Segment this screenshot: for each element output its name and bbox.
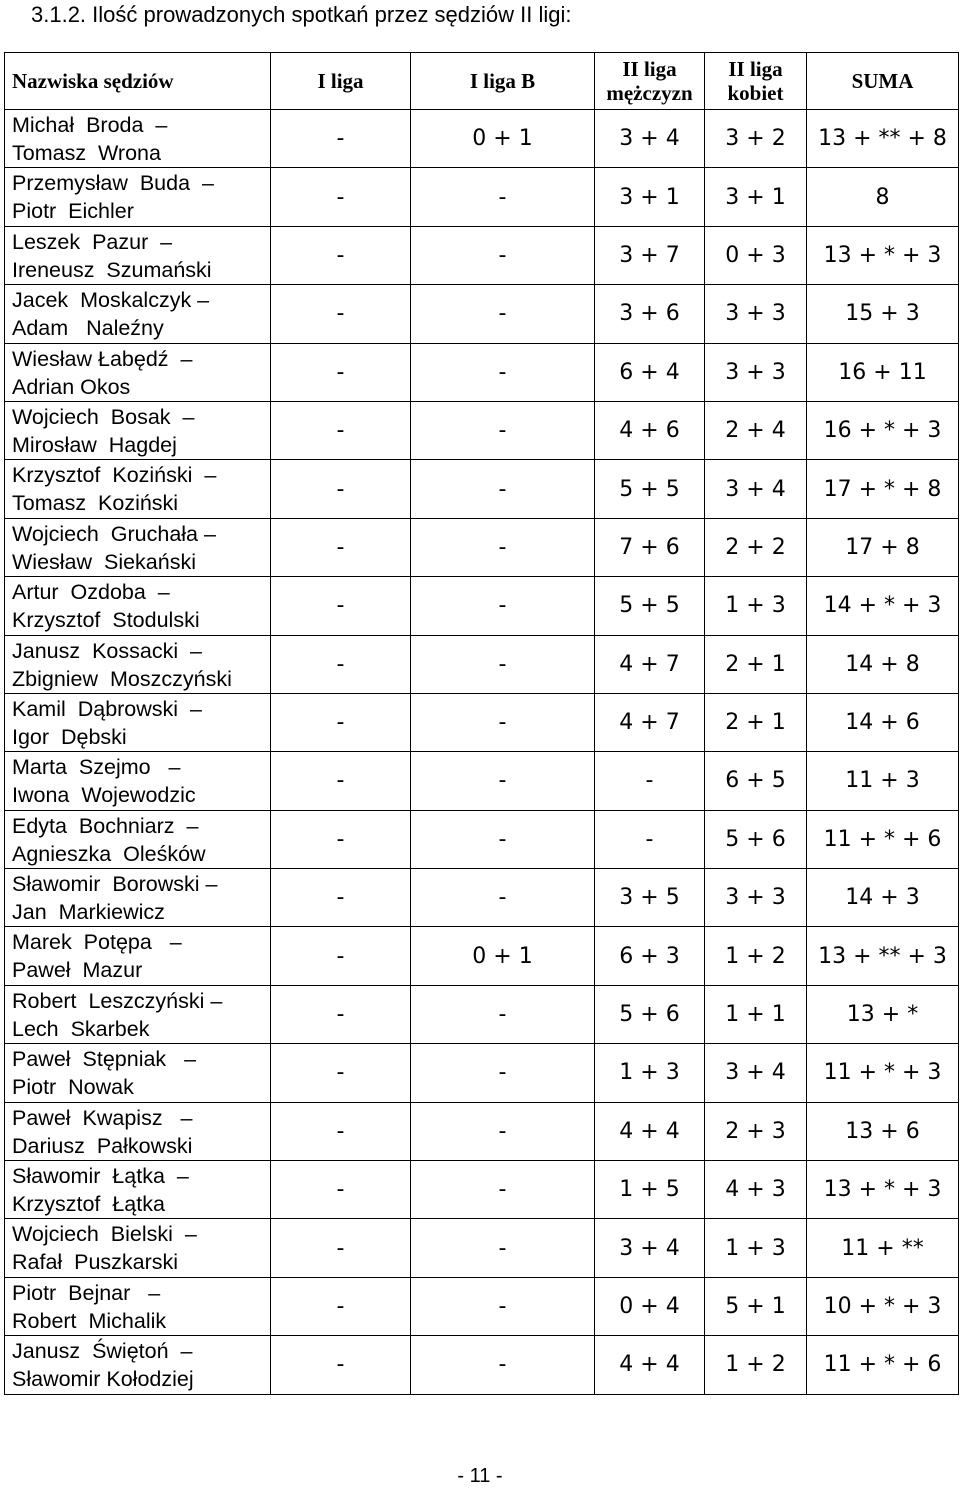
referee-pair-cell	[5, 693, 271, 751]
table-row	[5, 1336, 959, 1394]
liga2-women-cell: 5 + 6	[705, 810, 807, 868]
liga1-cell: -	[271, 869, 411, 927]
liga1-cell: -	[271, 168, 411, 226]
sum-cell: 11 + **	[807, 1219, 959, 1277]
referee-pair-cell	[5, 1219, 271, 1277]
liga1-cell: -	[271, 110, 411, 168]
table-row	[5, 226, 959, 284]
table-body	[5, 110, 959, 1395]
referee-name-second: Krzysztof Łątka	[12, 1192, 165, 1217]
sum-cell: 8	[807, 168, 959, 226]
referee-name-second: Krzysztof Stodulski	[12, 608, 200, 633]
table-row	[5, 110, 959, 168]
sum-cell: 13 + *	[807, 985, 959, 1043]
liga2-women-cell: 3 + 3	[705, 343, 807, 401]
liga2-women-cell: 2 + 2	[705, 518, 807, 576]
liga2-women-cell: 1 + 2	[705, 927, 807, 985]
liga2-women-cell: 1 + 1	[705, 985, 807, 1043]
table-row	[5, 285, 959, 343]
table-row	[5, 460, 959, 518]
liga2-women-cell: 1 + 3	[705, 1219, 807, 1277]
referee-name-second: Sławomir Kołodziej	[12, 1367, 194, 1392]
sum-cell: 11 + * + 6	[807, 1336, 959, 1394]
sum-cell: 11 + * + 6	[807, 810, 959, 868]
liga2-women-cell: 3 + 3	[705, 285, 807, 343]
liga1b-cell: -	[411, 752, 595, 810]
liga2-men-cell: 1 + 5	[595, 1161, 705, 1219]
liga1b-cell: -	[411, 693, 595, 751]
referee-name-second: Paweł Mazur	[12, 958, 143, 983]
liga1b-cell: -	[411, 869, 595, 927]
header-liga2-men	[595, 53, 705, 110]
liga1-cell: -	[271, 401, 411, 459]
liga1b-cell: -	[411, 985, 595, 1043]
referee-name-first: Krzysztof Koziński –	[12, 463, 217, 488]
liga1b-cell: 0 + 1	[411, 110, 595, 168]
liga1b-cell: -	[411, 1277, 595, 1335]
page-number: - 11 -	[457, 1465, 503, 1487]
liga2-women-cell: 3 + 1	[705, 168, 807, 226]
referee-pair-cell	[5, 577, 271, 635]
referee-pair-cell	[5, 343, 271, 401]
referee-name-first: Sławomir Borowski –	[12, 872, 218, 897]
referee-pair-cell	[5, 168, 271, 226]
referee-pair-cell	[5, 1102, 271, 1160]
liga1-cell: -	[271, 1102, 411, 1160]
liga2-women-cell: 3 + 4	[705, 460, 807, 518]
table-row	[5, 168, 959, 226]
liga2-men-cell: 3 + 5	[595, 869, 705, 927]
liga2-men-cell: 0 + 4	[595, 1277, 705, 1335]
sum-cell: 10 + * + 3	[807, 1277, 959, 1335]
referee-name-second: Dariusz Pałkowski	[12, 1133, 193, 1158]
sum-cell: 13 + 6	[807, 1102, 959, 1160]
liga2-men-cell: 3 + 1	[595, 168, 705, 226]
liga1b-cell: 0 + 1	[411, 927, 595, 985]
header-liga2-men-line2: mężczyzn	[606, 81, 693, 105]
liga2-women-cell: 1 + 3	[705, 577, 807, 635]
header-liga1b: I liga B	[411, 53, 595, 110]
liga1-cell: -	[271, 1161, 411, 1219]
table-row	[5, 1044, 959, 1102]
liga1b-cell: -	[411, 168, 595, 226]
referee-pair-cell	[5, 1336, 271, 1394]
liga2-men-cell: 4 + 4	[595, 1336, 705, 1394]
referee-name-first: Michał Broda –	[12, 113, 168, 137]
sum-cell: 17 + 8	[807, 518, 959, 576]
referee-name-first: Paweł Stępniak –	[12, 1047, 197, 1072]
liga2-women-cell: 6 + 5	[705, 752, 807, 810]
referee-name-second: Robert Michalik	[12, 1308, 167, 1333]
liga1-cell: -	[271, 693, 411, 751]
referee-name-second: Rafał Puszkarski	[12, 1250, 179, 1275]
liga2-men-cell: 5 + 5	[595, 460, 705, 518]
referee-name-first: Jacek Moskalczyk –	[12, 288, 210, 313]
referee-name-first: Wojciech Bielski –	[12, 1222, 197, 1247]
liga1-cell: -	[271, 226, 411, 284]
referee-name-second: Ireneusz Szumański	[12, 257, 212, 282]
section-heading: 3.1.2. Ilość prowadzonych spotkań przez sędziów II ligi:	[31, 2, 572, 27]
liga1-cell: -	[271, 1277, 411, 1335]
sum-cell: 16 + 11	[807, 343, 959, 401]
liga2-women-cell: 2 + 1	[705, 693, 807, 751]
liga2-women-cell: 2 + 1	[705, 635, 807, 693]
referee-name-first: Janusz Świętoń –	[12, 1339, 193, 1364]
liga1-cell: -	[271, 927, 411, 985]
liga1-cell: -	[271, 518, 411, 576]
liga2-women-cell: 3 + 2	[705, 110, 807, 168]
table-header-row	[5, 53, 959, 110]
referee-name-second: Adrian Okos	[12, 374, 131, 399]
liga1b-cell: -	[411, 1336, 595, 1394]
referee-pair-cell	[5, 869, 271, 927]
liga2-women-cell: 4 + 3	[705, 1161, 807, 1219]
liga1-cell: -	[271, 1044, 411, 1102]
table-row	[5, 869, 959, 927]
table-row	[5, 693, 959, 751]
sum-cell: 11 + * + 3	[807, 1044, 959, 1102]
table-row	[5, 985, 959, 1043]
liga2-men-cell: 4 + 7	[595, 635, 705, 693]
referee-pair-cell	[5, 810, 271, 868]
liga1b-cell: -	[411, 810, 595, 868]
referee-name-second: Iwona Wojewodzic	[12, 783, 196, 808]
table-row	[5, 1219, 959, 1277]
header-sum: SUMA	[807, 53, 959, 110]
liga2-men-cell: 4 + 4	[595, 1102, 705, 1160]
referee-pair-cell	[5, 110, 271, 168]
referee-name-first: Piotr Bejnar –	[12, 1280, 161, 1305]
referee-name-first: Marek Potępa –	[12, 930, 182, 955]
liga2-women-cell: 3 + 4	[705, 1044, 807, 1102]
liga2-men-cell: 5 + 5	[595, 577, 705, 635]
liga2-men-cell: 1 + 3	[595, 1044, 705, 1102]
referee-name-second: Tomasz Wrona	[12, 141, 161, 165]
liga2-men-cell: 3 + 4	[595, 1219, 705, 1277]
liga1b-cell: -	[411, 226, 595, 284]
referee-name-first: Wojciech Bosak –	[12, 404, 195, 429]
referee-pair-cell	[5, 285, 271, 343]
liga2-women-cell: 0 + 3	[705, 226, 807, 284]
referee-name-first: Paweł Kwapisz –	[12, 1105, 193, 1130]
referee-name-first: Sławomir Łątka –	[12, 1164, 189, 1189]
header-names: Nazwiska sędziów	[5, 53, 271, 110]
referee-name-second: Lech Skarbek	[12, 1016, 150, 1041]
liga1-cell: -	[271, 1219, 411, 1277]
liga1b-cell: -	[411, 401, 595, 459]
table-row	[5, 343, 959, 401]
sum-cell: 11 + 3	[807, 752, 959, 810]
referee-name-first: Kamil Dąbrowski –	[12, 696, 202, 721]
table-row	[5, 635, 959, 693]
referee-name-first: Leszek Pazur –	[12, 229, 173, 254]
liga2-men-cell: -	[595, 810, 705, 868]
liga2-women-cell: 2 + 4	[705, 401, 807, 459]
liga1-cell: -	[271, 460, 411, 518]
liga2-men-cell: 6 + 3	[595, 927, 705, 985]
table-row	[5, 810, 959, 868]
referee-name-second: Adam Naleźny	[12, 316, 164, 341]
sum-cell: 13 + ** + 3	[807, 927, 959, 985]
referee-pair-cell	[5, 985, 271, 1043]
referee-pair-cell	[5, 752, 271, 810]
liga2-men-cell: 3 + 4	[595, 110, 705, 168]
referee-name-second: Piotr Nowak	[12, 1075, 134, 1100]
liga2-women-cell: 2 + 3	[705, 1102, 807, 1160]
liga2-men-cell: 6 + 4	[595, 343, 705, 401]
referee-name-first: Robert Leszczyński –	[12, 988, 223, 1013]
liga1b-cell: -	[411, 1102, 595, 1160]
liga1-cell: -	[271, 285, 411, 343]
liga1-cell: -	[271, 1336, 411, 1394]
referees-table	[4, 52, 959, 1395]
sum-cell: 14 + 6	[807, 693, 959, 751]
sum-cell: 14 + * + 3	[807, 577, 959, 635]
referee-pair-cell	[5, 635, 271, 693]
sum-cell: 13 + * + 3	[807, 1161, 959, 1219]
referee-name-first: Przemysław Buda –	[12, 171, 214, 196]
liga2-men-cell: 5 + 6	[595, 985, 705, 1043]
table-row	[5, 1102, 959, 1160]
referee-name-second: Piotr Eichler	[12, 199, 134, 224]
referee-name-second: Wiesław Siekański	[12, 549, 196, 574]
table-row	[5, 518, 959, 576]
referee-pair-cell	[5, 460, 271, 518]
referee-name-second: Mirosław Hagdej	[12, 432, 177, 457]
referee-name-first: Edyta Bochniarz –	[12, 813, 199, 838]
referee-pair-cell	[5, 226, 271, 284]
referee-name-first: Artur Ozdoba –	[12, 580, 170, 605]
referee-pair-cell	[5, 1161, 271, 1219]
liga1b-cell: -	[411, 1161, 595, 1219]
liga2-men-cell: 7 + 6	[595, 518, 705, 576]
liga2-women-cell: 5 + 1	[705, 1277, 807, 1335]
referee-name-second: Zbigniew Moszczyński	[12, 666, 232, 691]
liga1b-cell: -	[411, 635, 595, 693]
liga1-cell: -	[271, 635, 411, 693]
liga1b-cell: -	[411, 1219, 595, 1277]
referee-name-first: Marta Szejmo –	[12, 755, 181, 780]
header-liga2-women-line2: kobiet	[727, 81, 784, 105]
liga1b-cell: -	[411, 518, 595, 576]
referee-name-first: Wiesław Łabędź –	[12, 346, 193, 371]
sum-cell: 13 + ** + 8	[807, 110, 959, 168]
referee-pair-cell	[5, 927, 271, 985]
liga1-cell: -	[271, 577, 411, 635]
header-liga2-women	[705, 53, 807, 110]
table-row	[5, 1277, 959, 1335]
sum-cell: 16 + * + 3	[807, 401, 959, 459]
liga1b-cell: -	[411, 577, 595, 635]
referee-name-second: Jan Markiewicz	[12, 900, 165, 925]
sum-cell: 14 + 3	[807, 869, 959, 927]
header-liga1: I liga	[271, 53, 411, 110]
liga2-men-cell: 3 + 6	[595, 285, 705, 343]
liga1b-cell: -	[411, 460, 595, 518]
table-row	[5, 577, 959, 635]
liga1-cell: -	[271, 752, 411, 810]
liga2-women-cell: 1 + 2	[705, 1336, 807, 1394]
sum-cell: 15 + 3	[807, 285, 959, 343]
table-row	[5, 401, 959, 459]
liga1-cell: -	[271, 810, 411, 868]
referee-name-second: Igor Dębski	[12, 724, 127, 749]
referee-pair-cell	[5, 1277, 271, 1335]
sum-cell: 14 + 8	[807, 635, 959, 693]
liga2-men-cell: 4 + 7	[595, 693, 705, 751]
liga1b-cell: -	[411, 343, 595, 401]
liga2-men-cell: 4 + 6	[595, 401, 705, 459]
referee-name-second: Tomasz Koziński	[12, 491, 179, 516]
referee-name-second: Agnieszka Oleśków	[12, 841, 206, 866]
table-row	[5, 1161, 959, 1219]
liga1-cell: -	[271, 985, 411, 1043]
table-row	[5, 927, 959, 985]
referee-pair-cell	[5, 1044, 271, 1102]
referee-name-first: Wojciech Gruchała –	[12, 521, 216, 546]
sum-cell: 13 + * + 3	[807, 226, 959, 284]
liga2-men-cell: 3 + 7	[595, 226, 705, 284]
header-liga2-men-line1: II liga	[622, 57, 677, 81]
liga2-men-cell: -	[595, 752, 705, 810]
header-liga2-women-line1: II liga	[728, 57, 783, 81]
referee-pair-cell	[5, 401, 271, 459]
referee-name-first: Janusz Kossacki –	[12, 638, 203, 663]
liga2-women-cell: 3 + 3	[705, 869, 807, 927]
liga1b-cell: -	[411, 1044, 595, 1102]
liga1b-cell: -	[411, 285, 595, 343]
liga1-cell: -	[271, 343, 411, 401]
table-row	[5, 752, 959, 810]
sum-cell: 17 + * + 8	[807, 460, 959, 518]
referee-pair-cell	[5, 518, 271, 576]
